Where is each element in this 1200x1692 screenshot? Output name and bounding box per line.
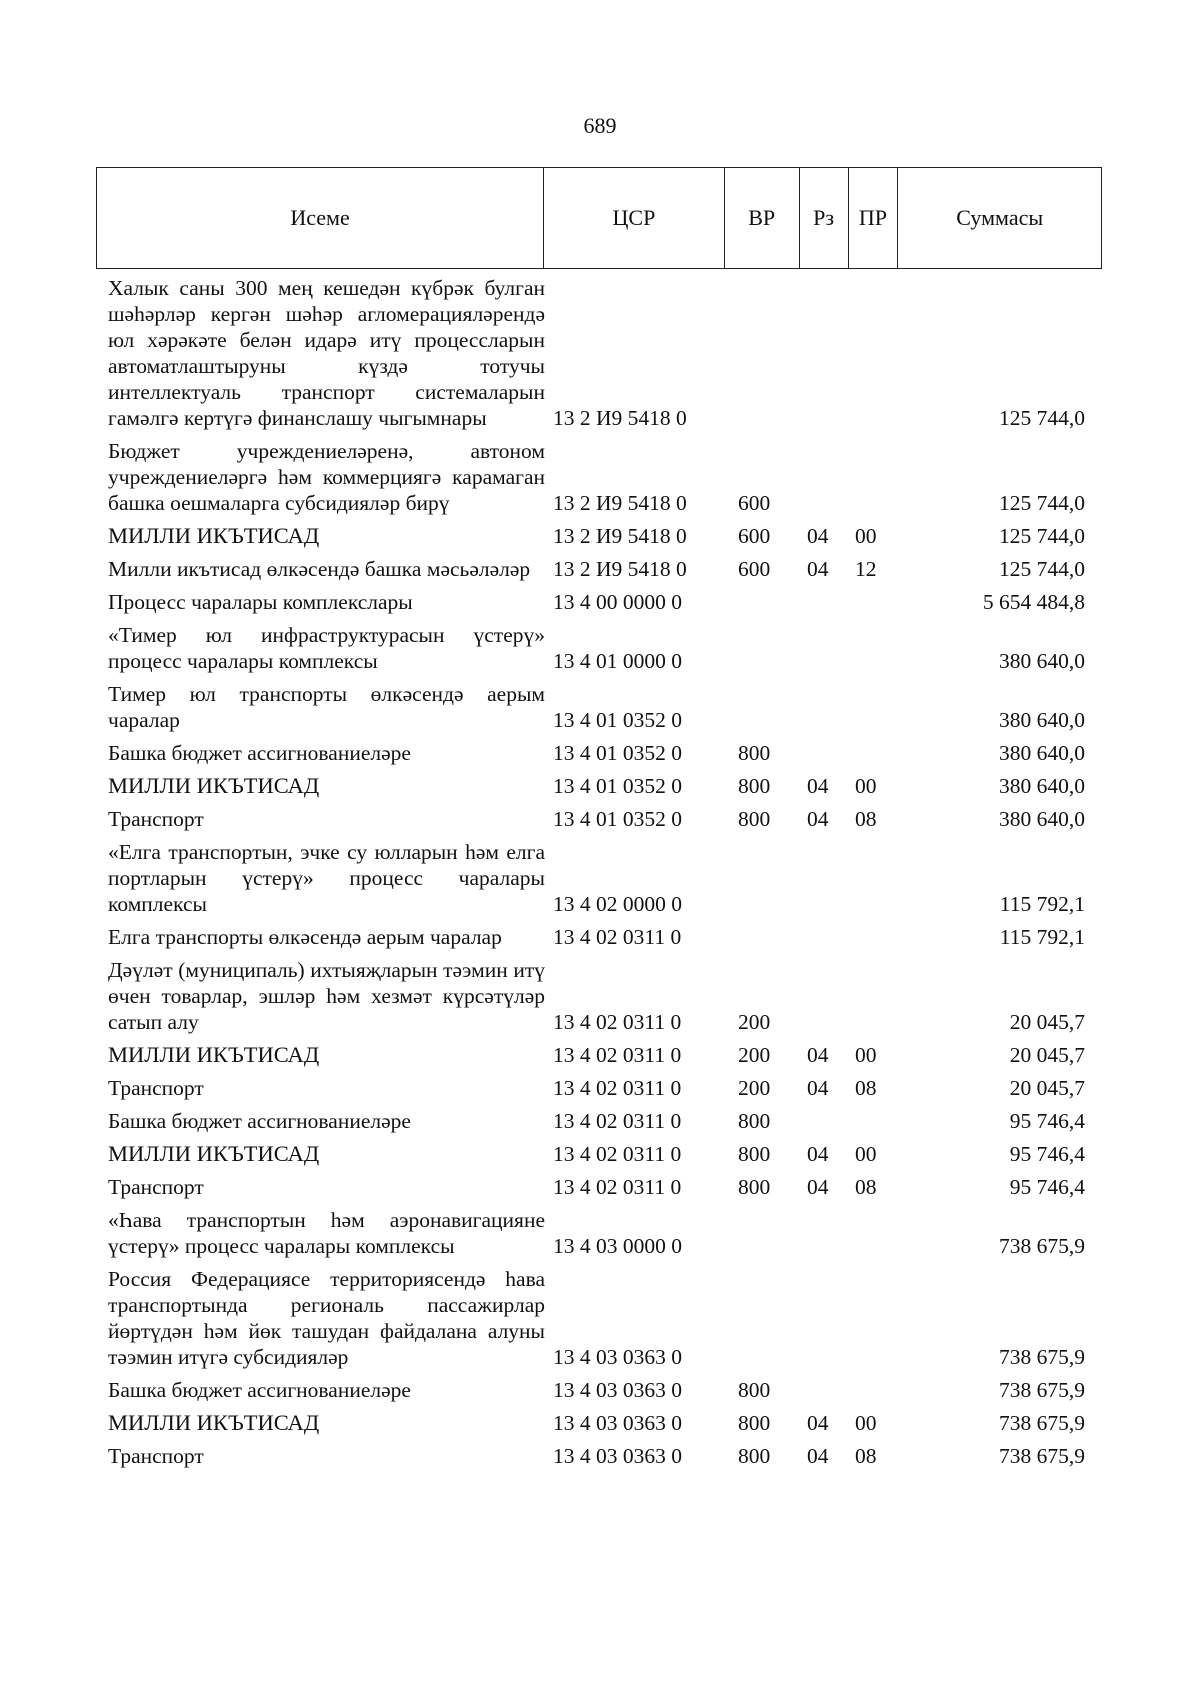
cell-rz: 04 [807,1142,829,1166]
cell-rz: 04 [807,1411,829,1435]
cell-csr: 13 4 02 0000 0 [553,892,682,916]
cell-csr: 13 2 И9 5418 0 [553,491,687,515]
cell-vr: 800 [738,1411,771,1435]
cell-csr: 13 4 03 0363 0 [553,1345,682,1369]
cell-sum: 380 640,0 [999,708,1085,732]
cell-csr: 13 4 01 0000 0 [553,649,682,673]
cell-csr: 13 4 02 0311 0 [553,925,682,949]
cell-sum: 125 744,0 [999,557,1085,581]
cell-name: Дәүләт (муниципаль) ихтыяҗларын тәэмин итү өчен товарлар, эшләр һәм хезмәт күрсәтүләр сатып алу [108,958,545,1034]
cell-csr: 13 4 01 0352 0 [553,708,682,732]
header-csr: ЦСР [544,168,725,268]
header-vr: ВР [725,168,800,268]
cell-vr: 800 [738,1109,771,1133]
cell-rz: 04 [807,807,829,831]
cell-name: Халык саны 300 мең кешедән күбрәк булган шәһәрләр кергән шәһәр агломерацияләрендә юл хәрәкәте белән идарә итү процессларын автоматлаштыруны күздә тотучы интеллектуаль транспорт системаларын гамәлгә кертүгә финанслашу чыгымнары [108,276,545,430]
cell-name: Елга транспорты өлкәсендә аерым чаралар [108,925,502,949]
cell-name: Процесс чаралары комплекслары [108,590,413,614]
cell-sum: 125 744,0 [999,491,1085,515]
page-number: 689 [583,113,617,138]
cell-csr: 13 4 02 0311 0 [553,1010,682,1034]
cell-sum: 20 045,7 [1009,1076,1085,1100]
cell-pr: 00 [855,524,877,548]
cell-name: Башка бюджет ассигнованиеләре [108,1109,411,1133]
table-row [108,803,1108,836]
cell-vr: 800 [738,1444,771,1468]
table-row [108,954,1108,1039]
cell-csr: 13 4 02 0311 0 [553,1175,682,1199]
table-row [108,1072,1108,1105]
cell-name: МИЛЛИ ИКЪТИСАД [108,1141,320,1166]
cell-rz: 04 [807,1076,829,1100]
cell-csr: 13 2 И9 5418 0 [553,524,687,548]
cell-vr: 600 [738,524,771,548]
cell-name: МИЛЛИ ИКЪТИСАД [108,1410,320,1435]
cell-vr: 800 [738,774,771,798]
cell-pr: 00 [855,1043,877,1067]
table-row [108,435,1108,520]
header-rz: Рз [800,168,849,268]
table-row [108,1407,1108,1440]
cell-rz: 04 [807,1043,829,1067]
cell-rz: 04 [807,1175,829,1199]
cell-csr: 13 4 01 0352 0 [553,774,682,798]
cell-vr: 600 [738,491,771,515]
table-row [108,1374,1108,1407]
cell-name: «Тимер юл инфраструктурасын үстерү» процесс чаралары комплексы [108,623,545,673]
cell-sum: 380 640,0 [999,774,1085,798]
table-row [108,770,1108,803]
cell-sum: 95 746,4 [1009,1175,1085,1199]
table-row [108,1138,1108,1171]
cell-vr: 200 [738,1043,771,1067]
cell-csr: 13 2 И9 5418 0 [553,557,687,581]
cell-vr: 800 [738,741,771,765]
cell-vr: 800 [738,1142,771,1166]
cell-name: МИЛЛИ ИКЪТИСАД [108,773,320,798]
table-row [108,737,1108,770]
table-body [108,272,1108,1473]
table-header [96,167,1102,269]
cell-pr: 00 [855,774,877,798]
cell-csr: 13 4 02 0311 0 [553,1076,682,1100]
table-row [108,678,1108,737]
cell-sum: 738 675,9 [999,1378,1085,1402]
cell-pr: 00 [855,1142,877,1166]
cell-rz: 04 [807,557,829,581]
cell-sum: 380 640,0 [999,807,1085,831]
cell-sum: 738 675,9 [999,1234,1085,1258]
table-row [108,1039,1108,1072]
cell-sum: 380 640,0 [999,741,1085,765]
cell-vr: 200 [738,1076,771,1100]
cell-name: Башка бюджет ассигнованиеләре [108,1378,411,1402]
cell-csr: 13 4 03 0000 0 [553,1234,682,1258]
table-row [108,586,1108,619]
cell-sum: 20 045,7 [1009,1010,1085,1034]
cell-sum: 95 746,4 [1009,1109,1085,1133]
cell-pr: 08 [855,1076,877,1100]
cell-pr: 08 [855,807,877,831]
table-row [108,836,1108,921]
cell-sum: 380 640,0 [999,649,1085,673]
table-row [108,921,1108,954]
cell-sum: 20 045,7 [1009,1043,1085,1067]
table-row [108,1105,1108,1138]
cell-vr: 200 [738,1010,771,1034]
cell-csr: 13 2 И9 5418 0 [553,406,687,430]
cell-name: Транспорт [108,1076,204,1100]
cell-sum: 738 675,9 [999,1345,1085,1369]
table-row [108,553,1108,586]
cell-pr: 12 [855,557,877,581]
cell-sum: 95 746,4 [1009,1142,1085,1166]
cell-name: Тимер юл транспорты өлкәсендә аерым чаралар [108,682,545,732]
cell-sum: 125 744,0 [999,406,1085,430]
cell-csr: 13 4 02 0311 0 [553,1109,682,1133]
cell-name: «Һава транспортын һәм аэронавигацияне үстерү» процесс чаралары комплексы [108,1208,545,1258]
cell-sum: 5 654 484,8 [982,590,1085,614]
cell-name: Транспорт [108,807,204,831]
cell-csr: 13 4 03 0363 0 [553,1378,682,1402]
cell-csr: 13 4 03 0363 0 [553,1411,682,1435]
cell-vr: 800 [738,1378,771,1402]
cell-vr: 800 [738,807,771,831]
cell-sum: 115 792,1 [999,925,1085,949]
cell-rz: 04 [807,774,829,798]
cell-pr: 00 [855,1411,877,1435]
cell-name: МИЛЛИ ИКЪТИСАД [108,523,320,548]
table-row [108,520,1108,553]
header-pr: ПР [849,168,899,268]
cell-name: Бюджет учреждениеләренә, автоном учреждениеләргә һәм коммерциягә карамаган башка оешмаларга субсидияләр бирү [108,439,545,515]
cell-name: Транспорт [108,1444,204,1468]
cell-csr: 13 4 03 0363 0 [553,1444,682,1468]
cell-sum: 115 792,1 [999,892,1085,916]
cell-pr: 08 [855,1175,877,1199]
table-row [108,1440,1108,1473]
cell-name: Транспорт [108,1175,204,1199]
cell-vr: 600 [738,557,771,581]
header-sum: Суммасы [956,205,1044,230]
cell-name: Башка бюджет ассигнованиеләре [108,741,411,765]
cell-csr: 13 4 01 0352 0 [553,741,682,765]
cell-sum: 738 675,9 [999,1411,1085,1435]
cell-rz: 04 [807,524,829,548]
header-name: Исеме [97,168,544,268]
table-row [108,272,1108,435]
cell-pr: 08 [855,1444,877,1468]
cell-csr: 13 4 01 0352 0 [553,807,682,831]
cell-csr: 13 4 00 0000 0 [553,590,682,614]
cell-name: Милли икътисад өлкәсендә башка мәсьәләләр [108,557,531,581]
cell-rz: 04 [807,1444,829,1468]
cell-sum: 738 675,9 [999,1444,1085,1468]
cell-name: Россия Федерациясе территориясендә һава транспортында региональ пассажирлар йөртүдән һәм йөк ташудан файдалана алуны тәэмин итүгә субсидияләр [108,1267,545,1369]
cell-name: МИЛЛИ ИКЪТИСАД [108,1042,320,1067]
cell-name: «Елга транспортын, эчке су юлларын һәм елга портларын үстерү» процесс чаралары комплексы [108,840,545,916]
cell-vr: 800 [738,1175,771,1199]
table-row [108,1263,1108,1374]
cell-csr: 13 4 02 0311 0 [553,1142,682,1166]
table-row [108,619,1108,678]
cell-csr: 13 4 02 0311 0 [553,1043,682,1067]
table-row [108,1171,1108,1204]
cell-sum: 125 744,0 [999,524,1085,548]
table-row [108,1204,1108,1263]
